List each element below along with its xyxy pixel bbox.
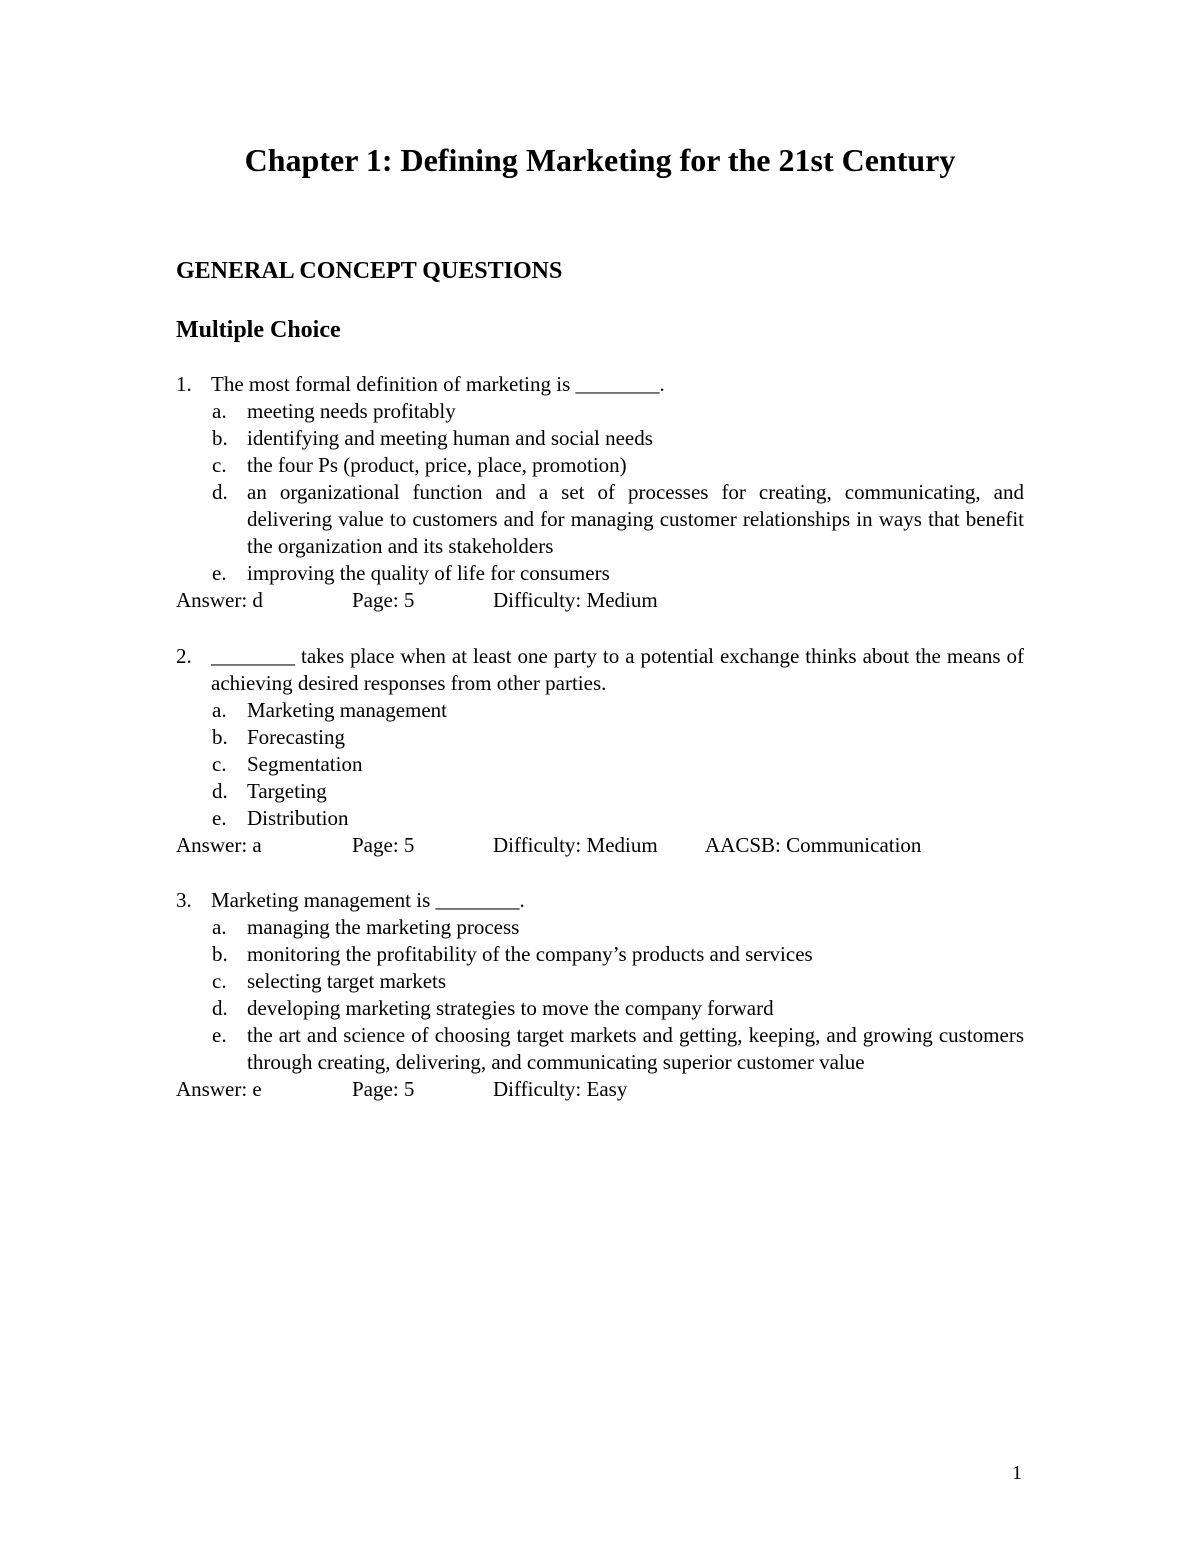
option-text: an organizational function and a set of processes for creating, communicating, and delivering value to customers and for managing customer relationships in ways that benefit the organization and its stakeholders	[247, 480, 1024, 558]
question-3	[176, 887, 1024, 1103]
option-letter: a.	[212, 698, 227, 722]
page-number: 1	[1012, 1462, 1022, 1484]
option-letter: b.	[212, 426, 228, 450]
question-stem	[176, 887, 1024, 914]
section-heading: GENERAL CONCEPT QUESTIONS	[176, 258, 563, 284]
option-letter: c.	[212, 969, 227, 993]
answer-row	[176, 587, 1024, 614]
option-text: Forecasting	[247, 725, 345, 749]
question-1	[176, 371, 1024, 614]
answer-key: Answer: a	[176, 833, 262, 857]
question-2	[176, 643, 1024, 859]
answer-page: Page: 5	[352, 1077, 415, 1101]
answer-difficulty: Difficulty: Medium	[493, 833, 658, 857]
option	[176, 452, 1024, 479]
answer-page: Page: 5	[352, 588, 415, 612]
question-number: 1.	[176, 372, 192, 396]
option	[176, 941, 1024, 968]
answer-difficulty: Difficulty: Medium	[493, 588, 658, 612]
option-letter: d.	[212, 996, 228, 1020]
option-text: meeting needs profitably	[247, 399, 456, 423]
option	[176, 724, 1024, 751]
option-letter: e.	[212, 1023, 227, 1047]
option-letter: d.	[212, 779, 228, 803]
option-letter: c.	[212, 752, 227, 776]
option-text: monitoring the profitability of the company’s products and services	[247, 942, 813, 966]
answer-key: Answer: e	[176, 1077, 262, 1101]
option-letter: d.	[212, 480, 228, 504]
question-number: 2.	[176, 644, 192, 668]
answer-key: Answer: d	[176, 588, 263, 612]
chapter-title: Chapter 1: Defining Marketing for the 21st Century	[244, 142, 956, 178]
option-letter: a.	[212, 915, 227, 939]
option-text: Marketing management	[247, 698, 448, 722]
option	[176, 805, 1024, 832]
option-letter: a.	[212, 399, 227, 423]
option	[176, 697, 1024, 724]
option-text: the art and science of choosing target markets and getting, keeping, and growing customers through creating, delivering, and communicating superior customer value	[247, 1023, 1024, 1074]
option-text: selecting target markets	[247, 969, 447, 993]
option-text: identifying and meeting human and social needs	[247, 426, 653, 450]
question-text: ________ takes place when at least one party to a potential exchange thinks about the means of achieving desired responses from other parties.	[211, 644, 1024, 695]
option	[176, 751, 1024, 778]
option	[176, 560, 1024, 587]
option	[176, 968, 1024, 995]
option	[176, 425, 1024, 452]
option-text: Distribution	[247, 806, 349, 830]
subsection-heading: Multiple Choice	[176, 317, 341, 343]
option-letter: e.	[212, 561, 227, 585]
option	[176, 479, 1024, 560]
option-letter: c.	[212, 453, 227, 477]
option-text: the four Ps (product, price, place, promotion)	[247, 453, 627, 477]
answer-aacsb: AACSB: Communication	[705, 833, 922, 857]
option	[176, 995, 1024, 1022]
option	[176, 914, 1024, 941]
question-stem	[176, 371, 1024, 398]
option-letter: b.	[212, 942, 228, 966]
option-text: Targeting	[247, 779, 327, 803]
option-text: developing marketing strategies to move the company forward	[247, 996, 774, 1020]
option	[176, 398, 1024, 425]
option	[176, 778, 1024, 805]
question-number: 3.	[176, 888, 192, 912]
answer-row	[176, 1076, 1024, 1103]
option-letter: b.	[212, 725, 228, 749]
answer-difficulty: Difficulty: Easy	[493, 1077, 628, 1101]
answer-row	[176, 832, 1024, 859]
question-text: Marketing management is ________.	[211, 888, 525, 912]
option	[176, 1022, 1024, 1076]
option-text: Segmentation	[247, 752, 363, 776]
option-letter: e.	[212, 806, 227, 830]
option-text: managing the marketing process	[247, 915, 520, 939]
option-text: improving the quality of life for consumers	[247, 561, 610, 585]
answer-page: Page: 5	[352, 833, 415, 857]
question-stem	[176, 643, 1024, 697]
question-text: The most formal definition of marketing is ________.	[211, 372, 665, 396]
